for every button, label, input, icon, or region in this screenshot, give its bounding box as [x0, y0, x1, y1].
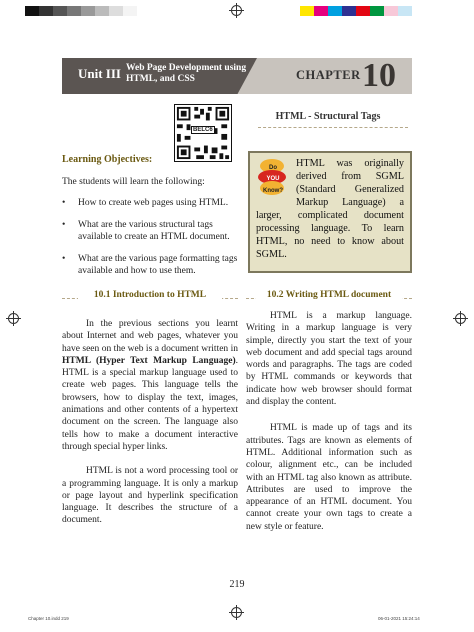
- list-item: • What are the various structural tags available to create an HTML document.: [62, 219, 238, 244]
- paragraph: HTML is not a word processing tool or a programming language. It is only a markup or page layout and hyperlink specification language. It describes the structure of a document.: [62, 466, 238, 526]
- did-you-know-text: HTML was originally derived from SGML (Standard Generalized Markup Language) a larger, complicated document processing language. To learn HTML, no need to know about SGML.: [256, 158, 404, 260]
- paragraph: HTML is a markup language. Writing in a markup language is very simple, directly you start the text of your web document and add special tags around words and paragraphs. The tags are coded by HTML commands or keywords that indicate how web browser should format and display the content.: [246, 311, 412, 408]
- paragraph: In the previous sections you learnt about Internet and web pages, whatever you have seen on the web is a document written in HTML (Hyper Text Markup Language). HTML is a special markup language used to create web pages. This language tells the browsers, how to display the text, images, animations and other contents of a hypertext document on the screen. The language also tells how to make a document interactive through special hyper links.: [62, 319, 238, 452]
- color-calibration-bar-right: [300, 6, 412, 16]
- section-heading-10-1: 10.1 Introduction to HTML: [78, 290, 222, 300]
- did-you-know-box: [248, 151, 412, 273]
- section-10-1-body: [62, 318, 238, 539]
- learning-objectives-heading: Learning Objectives:: [62, 154, 153, 165]
- structural-tags-heading: HTML - Structural Tags: [275, 111, 381, 122]
- learning-objectives-list: [62, 197, 238, 287]
- chapter-number: 10: [362, 57, 396, 94]
- section-heading-10-2: 10.2 Writing HTML document: [256, 290, 402, 300]
- section-10-2-body: [246, 310, 412, 545]
- registration-mark-icon: [455, 313, 466, 324]
- registration-mark-icon: [231, 607, 242, 618]
- footer-file-info: Chapter 10.indd 219: [28, 616, 69, 621]
- list-item: • How to create web pages using HTML.: [62, 197, 238, 210]
- registration-mark-icon: [231, 5, 242, 16]
- page-number: 219: [229, 579, 245, 590]
- registration-mark-icon: [8, 313, 19, 324]
- paragraph: HTML is made up of tags and its attributes. Tags are known as elements of HTML. Additional information such as colour, alignment etc., can be included with an HTML tag also known as attribute. Attributes are used to improve the appearance of an HTML document. You cannot create your own tags to create a new style or feature.: [246, 423, 412, 532]
- did-you-know-icon: Do YOU Know?: [256, 159, 290, 199]
- divider: [258, 127, 408, 128]
- unit-title: Web Page Development using HTML, and CSS: [126, 63, 247, 84]
- html-term: HTML (Hyper Text Markup Language): [62, 355, 236, 366]
- qr-badge: BELC6: [193, 127, 213, 133]
- chapter-word: CHAPTER: [296, 68, 361, 82]
- unit-label: Unit III: [78, 66, 121, 81]
- footer-timestamp: 06-01-2021 15:24:14: [378, 616, 420, 621]
- color-calibration-bar: [25, 6, 137, 16]
- learning-objectives-intro: The students will learn the following:: [62, 177, 205, 187]
- list-item: • What are the various page formatting tags available and how to use them.: [62, 253, 238, 278]
